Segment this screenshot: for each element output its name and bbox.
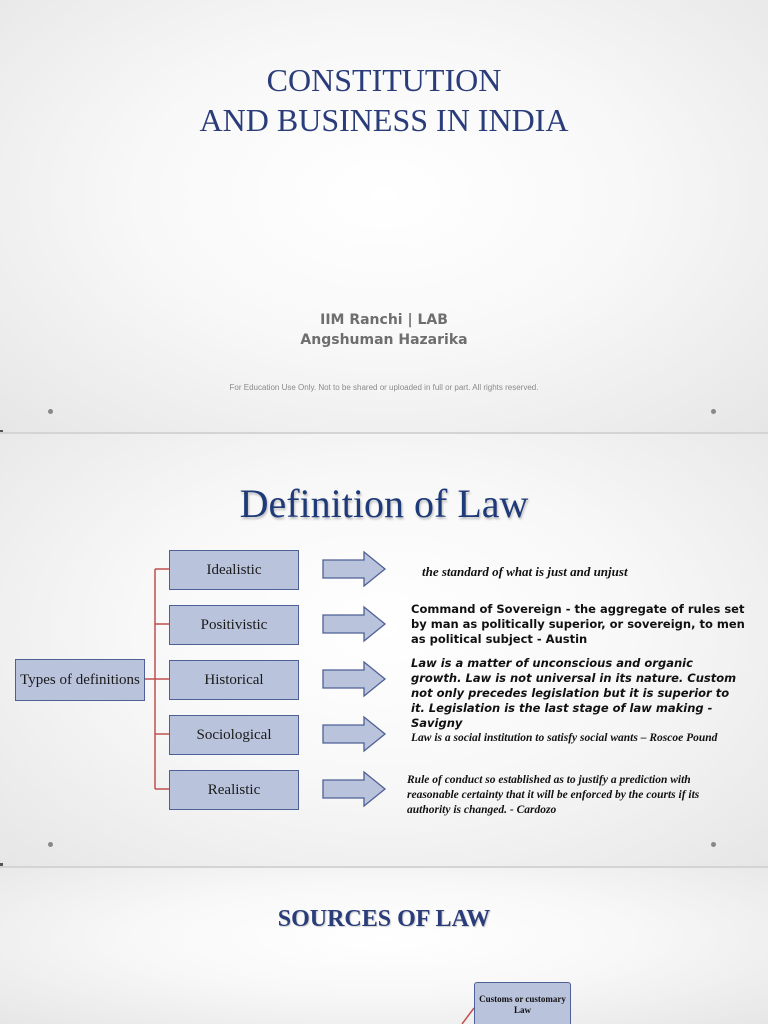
slide-title <box>0 0 768 432</box>
slide-title-definition: Definition of Law <box>239 481 529 526</box>
description-sociological: Law is a social institution to satisfy social wants – Roscoe Pound <box>411 732 718 744</box>
description-realistic: Rule of conduct so established as to justify a prediction with reasonable certainty that it will be enforced by the courts if its authority is changed. - Cardozo <box>407 774 700 816</box>
arrow-positivistic-icon <box>323 607 385 641</box>
corner-dot-left <box>48 842 53 847</box>
arrow-realistic-icon <box>323 772 385 806</box>
edge-mark <box>0 430 3 432</box>
type-box-sociological: Sociological <box>169 715 299 755</box>
slide-title-sources: SOURCES OF LAW <box>277 906 491 932</box>
title-line-1: CONSTITUTION <box>266 62 502 98</box>
types-of-definitions-box: Types of definitions <box>15 659 145 701</box>
sources-connector <box>0 868 768 1024</box>
type-box-idealistic: Idealistic <box>169 550 299 590</box>
disclaimer: For Education Use Only. Not to be shared or uploaded in full or part. All rights reserved. <box>229 383 539 392</box>
arrow-idealistic-icon <box>323 552 385 586</box>
corner-dot-right <box>711 409 716 414</box>
arrow-historical-icon <box>323 662 385 696</box>
type-box-realistic: Realistic <box>169 770 299 810</box>
title-line-2: AND BUSINESS IN INDIA <box>199 102 569 138</box>
slide-sources-of-law <box>0 868 768 1024</box>
type-box-historical: Historical <box>169 660 299 700</box>
corner-dot-left <box>48 409 53 414</box>
corner-dot-right <box>711 842 716 847</box>
slide-definition-of-law <box>0 434 768 866</box>
description-idealistic: the standard of what is just and unjust <box>422 564 628 579</box>
presentation-title <box>0 60 768 140</box>
arrow-sociological-icon <box>323 717 385 751</box>
customs-box: Customs or customary Law <box>474 982 571 1024</box>
description-historical: Law is a matter of unconscious and organic growth. Law is not universal in its nature. Custom not only precedes legislation but it is superior to it. Legislation is the last stage of law making - Savigny <box>411 656 737 730</box>
author-name: Angshuman Hazarika <box>300 332 468 348</box>
description-positivistic: Command of Sovereign - the aggregate of rules set by man as politically superior, or sovereign, to men as political subject - Austin <box>411 602 745 646</box>
edge-mark <box>0 863 3 866</box>
organization: IIM Ranchi | LAB <box>320 312 448 328</box>
type-box-positivistic: Positivistic <box>169 605 299 645</box>
